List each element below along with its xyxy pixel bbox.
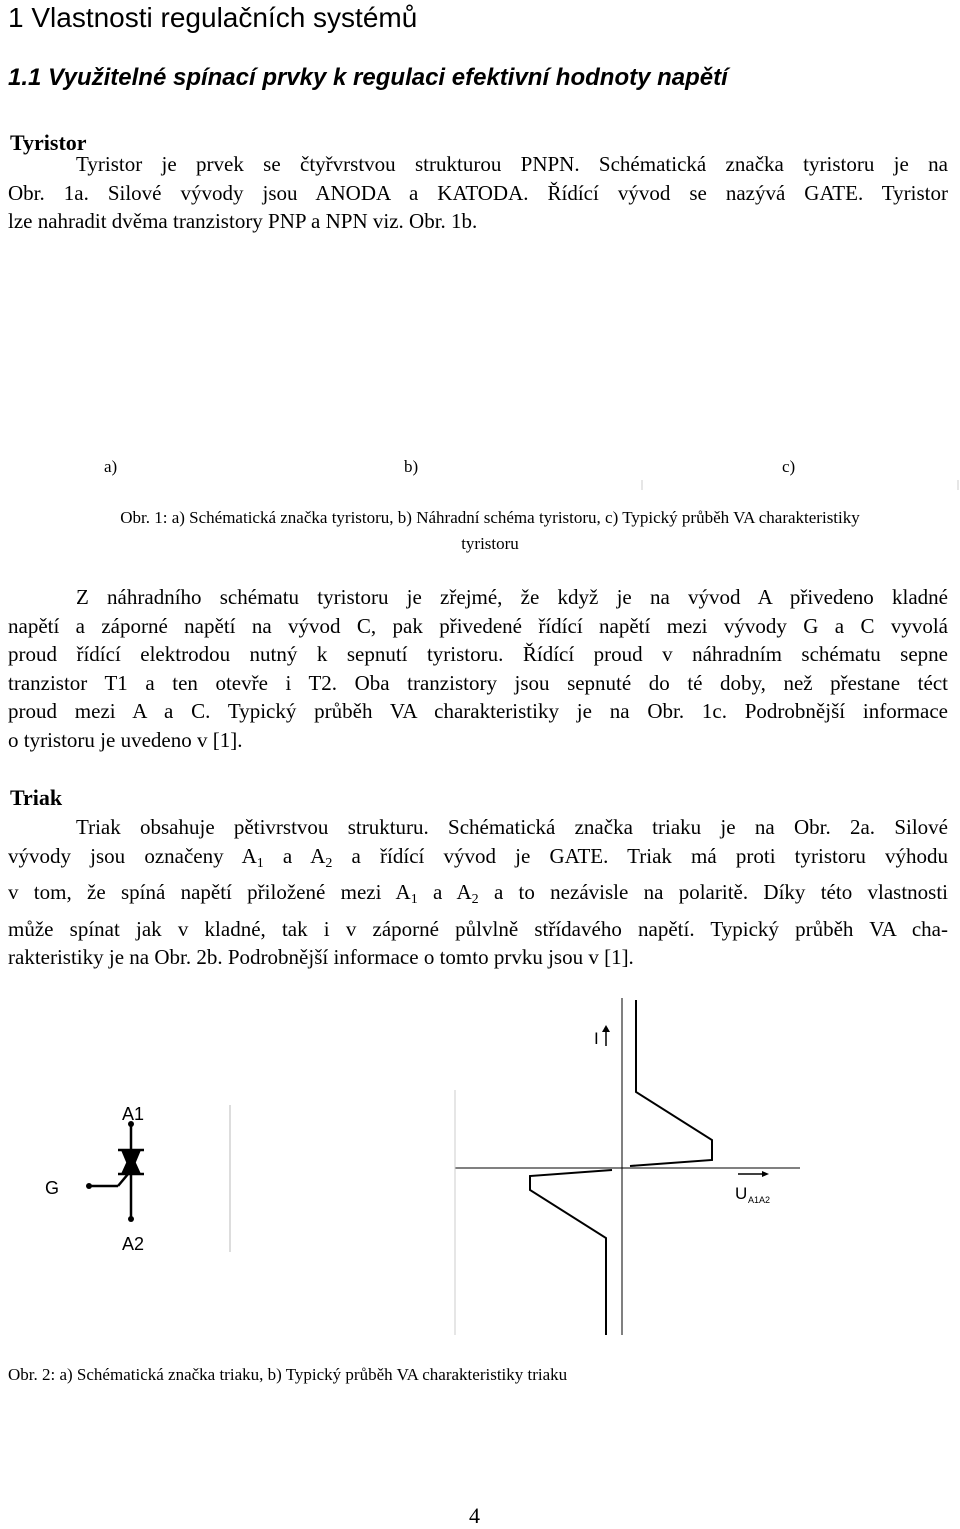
triac-va-curve-negative <box>530 1170 612 1335</box>
triac-gate-dot <box>86 1183 92 1189</box>
triac-va-label-current: I <box>594 1029 599 1048</box>
figure-1-caption-line-1: Obr. 1: a) Schématická značka tyristoru, b) Náhradní schéma tyristoru, c) Typický průběh VA charakteristiky <box>120 508 860 527</box>
triac-va-current-arrowhead <box>602 1025 610 1032</box>
triac-va-label-voltage: U <box>735 1184 748 1203</box>
tyristor-intro <box>8 150 948 236</box>
triac-va-label-voltage-sub: A1A2 <box>748 1195 771 1205</box>
page-number: 4 <box>469 1503 480 1528</box>
triak-line-5: rakteristiky je na Obr. 2b. Podrobnější informace o tomto prvku jsou v [1]. <box>8 945 634 969</box>
triak-line-4: může spínat jak v kladné, tak i v záporné půlvlně střídavého napětí. Typický průběh VA cha- <box>8 916 948 941</box>
figure-1-caption <box>40 505 940 557</box>
heading-1: 1 Vlastnosti regulačních systémů <box>8 2 418 33</box>
section-title-tyristor: Tyristor <box>10 130 87 155</box>
a2-terminal-dot <box>128 1216 134 1222</box>
triac-label-a1: A1 <box>122 1104 145 1124</box>
body-line-4: tranzistor T1 a ten otevře i T2. Oba tranzistory jsou sepnuté do té doby, než přestane téct <box>8 670 948 695</box>
triak-body <box>8 813 948 972</box>
panel-label-a: a) <box>104 457 118 476</box>
body-line-2: napětí a záporné napětí na vývod C, pak přivedené řídící napětí mezi vývody G a C vyvolá <box>8 613 948 638</box>
triak-line-1: Triak obsahuje pětivrstvou strukturu. Schématická značka triaku je na Obr. 2a. Silové <box>76 815 948 839</box>
section-title-triak: Triak <box>10 785 63 810</box>
figure-2 <box>0 990 960 1340</box>
intro-line-2: Obr. 1a. Silové vývody jsou ANODA a KATODA. Řídící vývod se nazývá GATE. Tyristor <box>8 180 948 205</box>
panel-label-b: b) <box>404 457 419 476</box>
triak-line-3: v tom, že spíná napětí přiložené mezi $A_1$ a $A_2$ a to nezávisle na polaritě. Díky této vlastnosti <box>8 880 948 907</box>
triac-label-a2: A2 <box>122 1234 145 1254</box>
triac-label-gate: G <box>45 1178 60 1198</box>
triac-va-voltage-arrowhead <box>762 1171 769 1177</box>
tyristor-body <box>8 583 948 754</box>
triac-va-curve-positive <box>630 1000 712 1166</box>
body-line-5: proud mezi A a C. Typický průběh VA charakteristiky je na Obr. 1c. Podrobnější informace <box>8 699 948 723</box>
figure-1-caption-line-2: tyristoru <box>461 534 519 553</box>
body-line-1: Z náhradního schématu tyristoru je zřejmé, že když je na vývod A přivedeno kladné <box>76 585 948 609</box>
body-line-6: o tyristoru je uvedeno v [1]. <box>8 727 243 752</box>
figure-1 <box>0 240 960 490</box>
heading-2: 1.1 Využitelné spínací prvky k regulaci efektivní hodnoty napětí <box>8 64 728 91</box>
intro-line-1: Tyristor je prvek se čtyřvrstvou strukturou PNPN. Schématická značka tyristoru je na <box>76 152 948 176</box>
body-line-3: proud řídící elektrodou nutný k sepnutí tyristoru. Řídící proud v náhradním schématu sepne <box>8 642 948 666</box>
intro-line-3: lze nahradit dvěma tranzistory PNP a NPN viz. Obr. 1b. <box>8 209 478 233</box>
panel-label-c: c) <box>782 457 796 476</box>
figure-2-caption: Obr. 2: a) Schématická značka triaku, b) Typický průběh VA charakteristiky triaku <box>8 1365 568 1384</box>
triak-line-2: vývody jsou označeny $A_1$ a $A_2$ a řídící vývod je GATE. Triak má proti tyristoru výhodu <box>8 843 948 871</box>
